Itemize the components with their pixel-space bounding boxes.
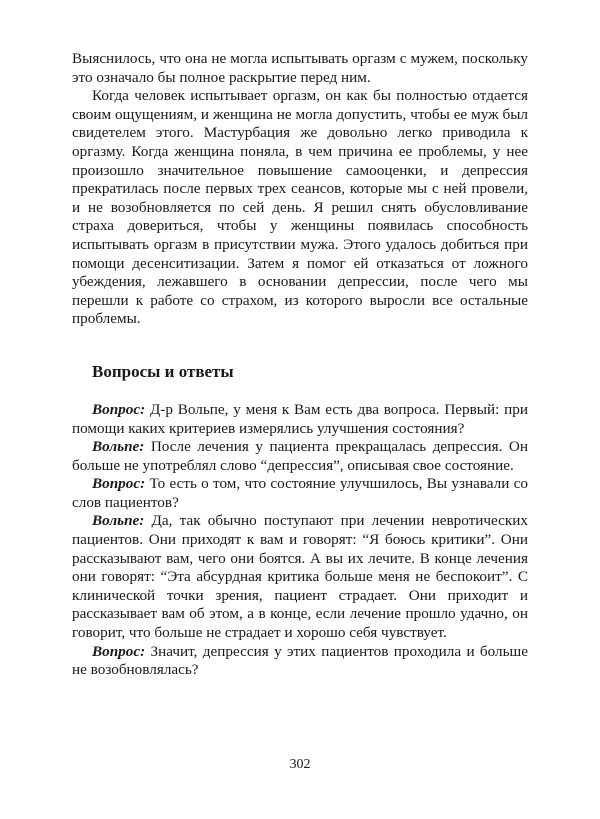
dialogue-text: Да, так обычно поступают при лечении невротических пациентов. Они приходят к вам и говорят: “Я боюсь критики”. Они рассказывают вам, чего они боятся. А вы их лечите. В конце лечения они говорят: “Эта абсурдная критика больше меня не беспокоит”. С клинической точки зрения, пациент страдает. Они приходит и рассказывает вам об этом, а в конце, если лечение прошло удачно, он говорит, что больше не страдает и хорошо себя чувствует. [72, 512, 528, 642]
page-number: 302 [289, 757, 311, 772]
section-heading: Вопросы и ответы [92, 361, 234, 381]
speaker-label: Вопрос: [92, 400, 146, 418]
intro-paragraph-2: Когда человек испытывает оргазм, он как бы полностью отдается своим ощущениям, и женщина не могла допустить, чтобы ее муж был свидетелем этого. Мастурбация же довольно легко приводила к оргазму. Когда женщина поняла, в чем причина ее проблемы, у нее произошло значительное повышение самооценки, и депрессия прекратилась после первых трех сеансов, которые мы с ней провели, и не возобновляется по сей день. Я решил снять обусловливание страха довериться, чтобы у женщины появилась способность испытывать оргазм в присутствии мужа. Этого удалось добиться при помощи десенситизации. Затем я помог ей отказаться от ложного убеждения, лежавшего в основании депрессии, после чего мы перешли к работе со страхом, из которого выросли все остальные проблемы. [72, 87, 528, 328]
intro-paragraph-1: Выяснилось, что она не могла испытывать оргазм с мужем, поскольку это означало бы полное раскрытие перед ним. [72, 50, 528, 86]
speaker-label: Вопрос: [92, 642, 146, 660]
dialogue-text: После лечения у пациента прекращалась депрессия. Он больше не употреблял слово “депрессия”, описывая свое состояние. [72, 438, 528, 474]
dialogue-item-2 [72, 438, 528, 475]
dialogue-text: Д-р Вольпе, у меня к Вам есть два вопроса. Первый: при помощи каких критериев измерялись улучшения состояния? [72, 400, 528, 437]
page-body [72, 50, 528, 680]
dialogue-item-3 [72, 475, 528, 512]
dialogue-item-5 [72, 643, 528, 680]
speaker-label: Вопрос: [92, 475, 146, 493]
dialogue-item-4 [72, 512, 528, 642]
speaker-label: Вольпе: [92, 438, 145, 456]
dialogue-text: Значит, депрессия у этих пациентов проходила и больше не возобновлялась? [72, 642, 528, 679]
speaker-label: Вольпе: [92, 512, 145, 530]
dialogue-item-1 [72, 401, 528, 438]
dialogue-text: То есть о том, что состояние улучшилось, Вы узнавали со слов пациентов? [72, 475, 528, 511]
